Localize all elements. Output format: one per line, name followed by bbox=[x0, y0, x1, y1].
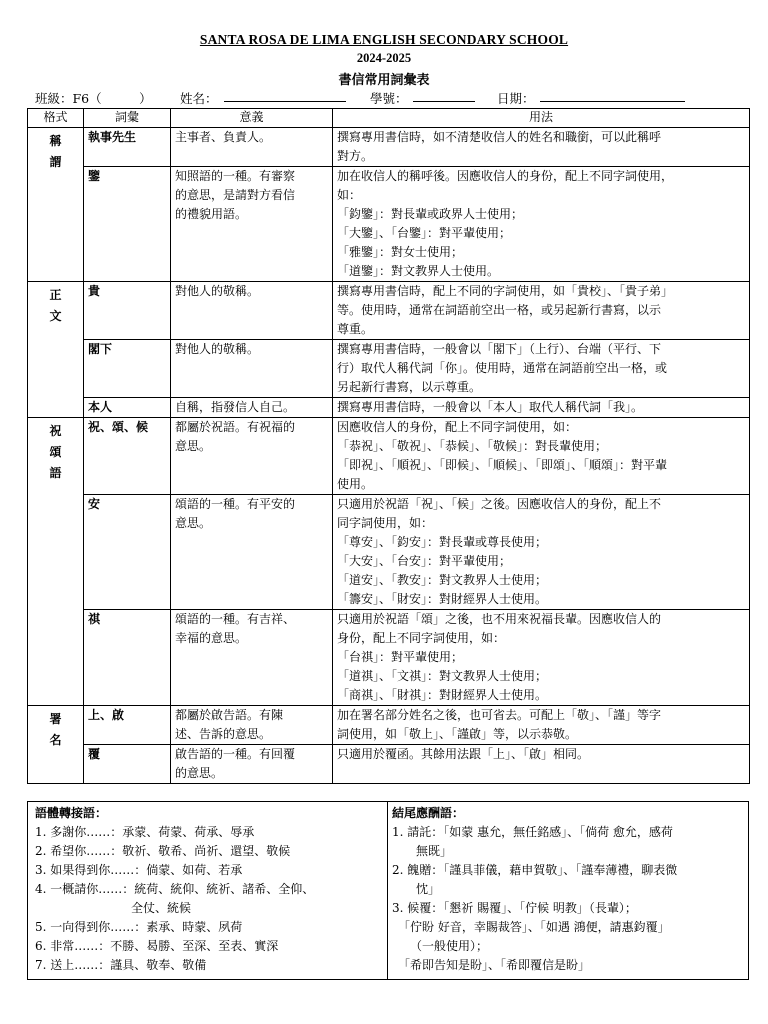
vocab-meaning bbox=[171, 167, 333, 282]
vocab-word: 鑒 bbox=[84, 167, 171, 282]
vocab-usage bbox=[333, 495, 750, 610]
phrase-item: 7. 送上……：謹具、敬奉、敬備 bbox=[35, 958, 207, 972]
vocab-usage bbox=[333, 706, 750, 745]
vocab-word: 閣下 bbox=[84, 340, 171, 398]
vocab-usage-line: 如： bbox=[337, 188, 362, 202]
vocab-usage-line: 尊重。 bbox=[337, 322, 374, 336]
phrase-item: 全仗、統候 bbox=[35, 901, 192, 915]
number-label: 學號： bbox=[370, 91, 408, 106]
vocab-usage bbox=[333, 167, 750, 282]
vocab-meaning bbox=[171, 128, 333, 167]
vocab-usage bbox=[333, 128, 750, 167]
vocab-usage-line: 另起新行書寫，以示尊重。 bbox=[337, 380, 482, 394]
vocab-usage-line: 「雅鑒」：對女士使用； bbox=[337, 245, 464, 259]
number-blank[interactable] bbox=[413, 101, 475, 102]
date-blank[interactable] bbox=[540, 101, 685, 102]
table-row bbox=[28, 418, 750, 495]
phrase-item: 1. 多謝你……：承蒙、荷蒙、荷承、辱承 bbox=[35, 825, 255, 839]
transition-phrases bbox=[28, 802, 388, 979]
table-row bbox=[28, 128, 750, 167]
vocab-meaning-line: 意思。 bbox=[175, 516, 212, 530]
vocab-meaning-line: 自稱，指發信人自己。 bbox=[175, 400, 296, 414]
vocab-usage-line: 「恭祝」、「敬祝」、「恭候」、「敬候」：對長輩使用； bbox=[337, 439, 608, 453]
header-format: 格式 bbox=[28, 109, 84, 128]
vocab-meaning-line: 知照語的一種。有審察 bbox=[175, 169, 296, 183]
vocab-usage-line: 身份，配上不同字詞使用，如： bbox=[337, 631, 506, 645]
vocab-word: 貴 bbox=[84, 282, 171, 340]
vocab-meaning-line: 都屬於祝語。有祝福的 bbox=[175, 420, 296, 434]
vocab-meaning-line: 意思。 bbox=[175, 439, 212, 453]
section-label: 祝 頌 語 bbox=[28, 418, 84, 706]
vocab-usage-line: 「鈞鑒」：對長輩或政界人士使用； bbox=[337, 207, 524, 221]
phrase-item: 5. 一向得到你……：素承、時蒙、夙荷 bbox=[35, 920, 243, 934]
vocab-meaning bbox=[171, 610, 333, 706]
table-row bbox=[28, 398, 750, 418]
vocab-usage-line: 行）取代人稱代詞「你」。使用時，通常在詞語前空出一格，或 bbox=[337, 361, 668, 375]
table-row bbox=[28, 282, 750, 340]
vocab-usage-line: 「道安」、「教安」：對文教界人士使用； bbox=[337, 573, 548, 587]
phrase-item: 6. 非常……：不勝、曷勝、至深、至表、實深 bbox=[35, 939, 279, 953]
vocab-word: 覆 bbox=[84, 745, 171, 784]
table-row bbox=[28, 167, 750, 282]
vocab-meaning bbox=[171, 706, 333, 745]
vocab-word: 安 bbox=[84, 495, 171, 610]
section-label: 署 名 bbox=[28, 706, 84, 784]
vocab-meaning bbox=[171, 495, 333, 610]
vocab-word: 執事先生 bbox=[84, 128, 171, 167]
vocab-meaning-line: 的禮貌用語。 bbox=[175, 207, 248, 221]
class-label: 班級：F6（ ） bbox=[35, 91, 152, 106]
vocab-usage bbox=[333, 745, 750, 784]
phrase-item: 2. 希望你……：敬祈、敬希、尚祈、還望、敬候 bbox=[35, 844, 291, 858]
table-row bbox=[28, 610, 750, 706]
vocabulary-table bbox=[27, 108, 750, 784]
vocab-usage-line: 只適用於祝語「頌」之後，也不用來祝福長輩。因應收信人的 bbox=[337, 612, 662, 626]
vocab-meaning bbox=[171, 745, 333, 784]
phrase-item: 3. 候覆：「懇祈 賜覆」、「佇候 明教」（長輩）； bbox=[392, 901, 637, 915]
vocab-usage-line: 「道祺」、「文祺」：對文教界人士使用； bbox=[337, 669, 548, 683]
phrase-item: 1. 請託：「如蒙 惠允，無任銘感」、「倘荷 愈允，感荷 bbox=[392, 825, 673, 839]
phrase-item: 「佇盼 好音，幸賜裁答」、「如遇 鴻便，請惠鈞覆」 bbox=[392, 920, 670, 934]
vocab-word: 祝、頌、候 bbox=[84, 418, 171, 495]
section-label: 正 文 bbox=[28, 282, 84, 418]
vocab-usage-line: 只適用於覆函。其餘用法跟「上」、「啟」相同。 bbox=[337, 747, 590, 761]
vocab-usage-line: 同字詞使用，如： bbox=[337, 516, 434, 530]
header-meaning: 意義 bbox=[171, 109, 333, 128]
phrase-item: 3. 如果得到你……：倘蒙、如荷、若承 bbox=[35, 863, 243, 877]
vocab-usage-line: 只適用於祝語「祝」、「候」之後。因應收信人的身份，配上不 bbox=[337, 497, 662, 511]
phrase-item: 無既」 bbox=[392, 844, 453, 858]
vocab-usage-line: 撰寫專用書信時，一般會以「閣下」（上行）、台端（平行、下 bbox=[337, 342, 662, 356]
vocab-usage-line: 對方。 bbox=[337, 149, 374, 163]
vocab-word: 祺 bbox=[84, 610, 171, 706]
vocab-usage-line: 等。使用時，通常在詞語前空出一格，或另起新行書寫，以示 bbox=[337, 303, 662, 317]
date-label: 日期： bbox=[497, 91, 535, 106]
vocab-usage-line: 撰寫專用書信時，配上不同的字詞使用，如「貴校」、「貴子弟」 bbox=[337, 284, 674, 298]
name-blank[interactable] bbox=[224, 101, 346, 102]
vocab-usage bbox=[333, 398, 750, 418]
phrase-item: 4. 一概請你……：統荷、統仰、統祈、諸希、全仰、 bbox=[35, 882, 315, 896]
phrase-item: 2. 餽贈：「謹具菲儀，藉申賀敬」、「謹奉薄禮，聊表微 bbox=[392, 863, 678, 877]
vocab-usage-line: 詞使用，如「敬上」、「謹啟」等，以示恭敬。 bbox=[337, 727, 578, 741]
closing-title: 結尾應酬語： bbox=[392, 806, 465, 820]
phrase-item: 「希即告知是盼」、「希即覆信是盼」 bbox=[392, 958, 591, 972]
table-row bbox=[28, 340, 750, 398]
header-word: 詞彙 bbox=[84, 109, 171, 128]
vocab-meaning-line: 幸福的意思。 bbox=[175, 631, 248, 645]
vocab-usage bbox=[333, 610, 750, 706]
school-year: 2024-2025 bbox=[356, 51, 412, 65]
vocab-usage bbox=[333, 282, 750, 340]
table-row bbox=[28, 495, 750, 610]
vocab-usage-line: 「台祺」：對平輩使用； bbox=[337, 650, 464, 664]
vocab-meaning-line: 頌語的一種。有平安的 bbox=[175, 497, 296, 511]
vocab-usage-line: 「籌安」、「財安」：對財經界人士使用。 bbox=[337, 592, 548, 606]
vocab-meaning-line: 的意思，是請對方看信 bbox=[175, 188, 296, 202]
vocab-meaning-line: 述、告訴的意思。 bbox=[175, 727, 272, 741]
vocab-usage-line: 撰寫專用書信時，一般會以「本人」取代人稱代詞「我」。 bbox=[337, 400, 644, 414]
school-name: SANTA ROSA DE LIMA ENGLISH SECONDARY SCHOOL bbox=[199, 32, 569, 47]
transition-title: 語體轉接語： bbox=[35, 806, 108, 820]
page-title: 書信常用詞彙表 bbox=[338, 73, 430, 88]
vocab-usage-line: 加在收信人的稱呼後。因應收信人的身份，配上不同字詞使用， bbox=[337, 169, 674, 183]
table-row bbox=[28, 706, 750, 745]
phrase-item: 忱」 bbox=[392, 882, 441, 896]
vocab-meaning-line: 的意思。 bbox=[175, 766, 224, 780]
closing-phrases bbox=[388, 802, 748, 979]
vocab-meaning-line: 對他人的敬稱。 bbox=[175, 342, 260, 356]
section-label: 稱 謂 bbox=[28, 128, 84, 282]
vocab-usage-line: 「即祝」、「順祝」、「即候」、「順候」、「即頌」、「順頌」：對平輩 bbox=[337, 458, 668, 472]
table-row bbox=[28, 745, 750, 784]
vocab-usage bbox=[333, 340, 750, 398]
table-header-row bbox=[28, 109, 750, 128]
vocab-meaning bbox=[171, 418, 333, 495]
vocab-usage-line: 「道鑒」：對文教界人士使用。 bbox=[337, 264, 500, 278]
vocab-usage-line: 「商祺」、「財祺」：對財經界人士使用。 bbox=[337, 688, 548, 702]
name-label: 姓名： bbox=[180, 91, 218, 106]
header-usage: 用法 bbox=[333, 109, 750, 128]
vocab-meaning-line: 頌語的一種。有吉祥、 bbox=[175, 612, 296, 626]
vocab-usage-line: 「大安」、「台安」：對平輩使用； bbox=[337, 554, 512, 568]
vocab-usage-line: 「大鑒」、「台鑒」：對平輩使用； bbox=[337, 226, 512, 240]
vocab-meaning-line: 對他人的敬稱。 bbox=[175, 284, 260, 298]
vocab-meaning bbox=[171, 398, 333, 418]
vocab-word: 上、啟 bbox=[84, 706, 171, 745]
vocab-usage bbox=[333, 418, 750, 495]
vocab-usage-line: 使用。 bbox=[337, 477, 374, 491]
vocab-meaning-line: 啟告語的一種。有回覆 bbox=[175, 747, 296, 761]
vocab-usage-line: 「尊安」、「鈞安」：對長輩或尊長使用； bbox=[337, 535, 548, 549]
vocab-meaning-line: 主事者、負責人。 bbox=[175, 130, 272, 144]
vocab-usage-line: 因應收信人的身份，配上不同字詞使用，如： bbox=[337, 420, 578, 434]
vocab-usage-line: 加在署名部分姓名之後，也可省去。可配上「敬」、「謹」等字 bbox=[337, 708, 662, 722]
bottom-panel bbox=[27, 801, 749, 980]
vocab-usage-line: 撰寫專用書信時，如不清楚收信人的姓名和職銜，可以此稱呼 bbox=[337, 130, 662, 144]
vocab-word: 本人 bbox=[84, 398, 171, 418]
vocab-meaning-line: 都屬於啟告語。有陳 bbox=[175, 708, 284, 722]
vocab-meaning bbox=[171, 282, 333, 340]
phrase-item: （一般使用）； bbox=[392, 939, 489, 953]
vocab-meaning bbox=[171, 340, 333, 398]
